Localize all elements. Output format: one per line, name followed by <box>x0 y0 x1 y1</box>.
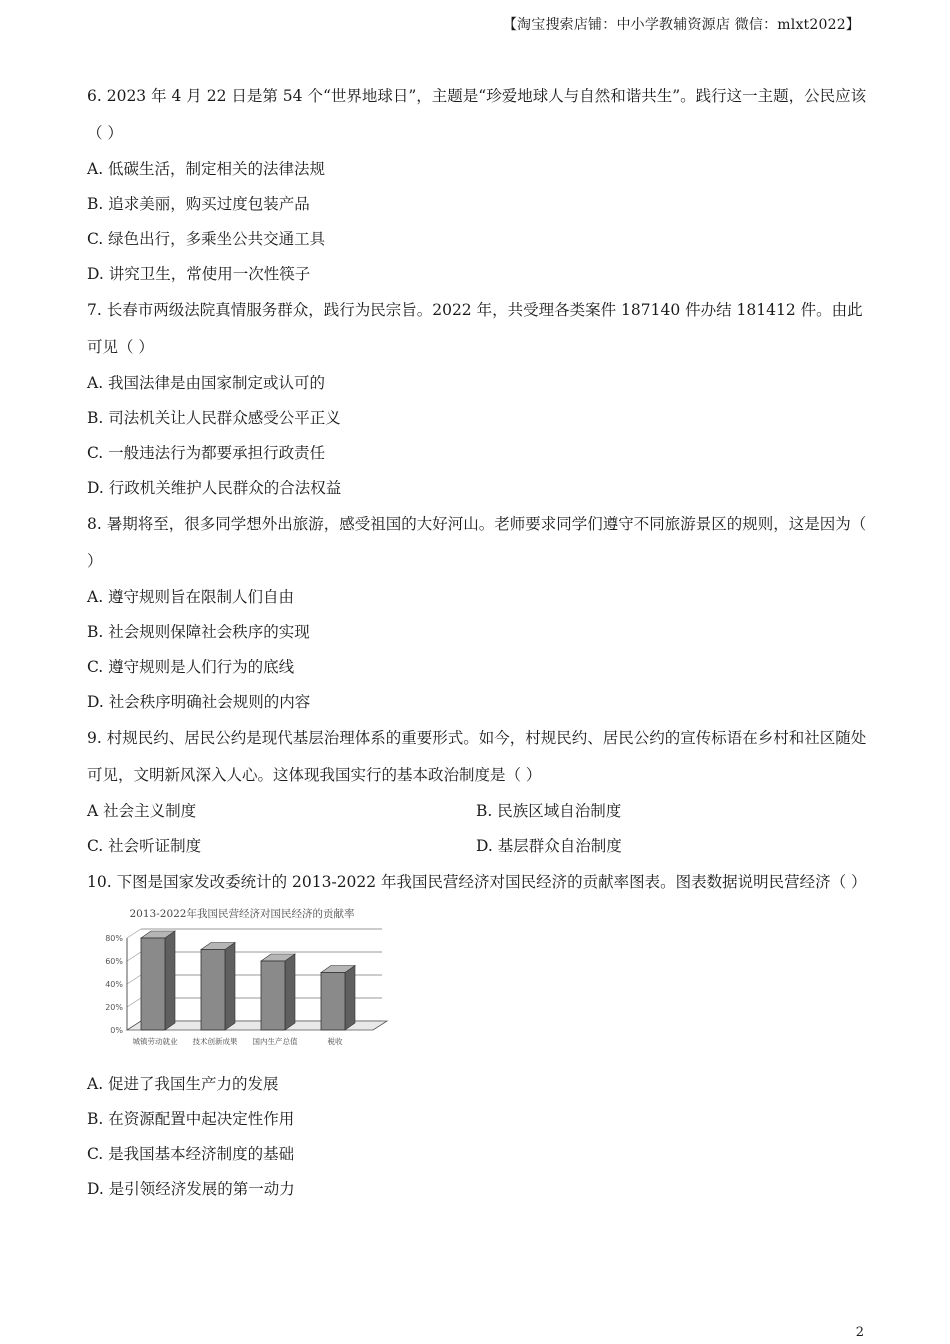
option-c[interactable]: C. 绿色出行，多乘坐公共交通工具 <box>87 230 326 248</box>
bar <box>261 961 285 1030</box>
contribution-chart <box>87 905 397 1055</box>
bar-side <box>165 931 175 1030</box>
option-row <box>87 829 867 864</box>
option-b[interactable]: B. 追求美丽，购买过度包装产品 <box>87 195 310 213</box>
question-9 <box>87 720 867 864</box>
question-stem: 8. 暑期将至，很多同学想外出旅游，感受祖国的大好河山。老师要求同学们遵守不同旅游景区的规则，这是因为（ ） <box>87 515 867 570</box>
x-category-label: 税收 <box>327 1037 343 1046</box>
option-d[interactable]: D. 基层群众自治制度 <box>476 837 622 855</box>
option-a[interactable]: A. 我国法律是由国家制定或认可的 <box>87 374 326 392</box>
option-d[interactable]: D. 行政机关维护人民群众的合法权益 <box>87 479 342 497</box>
question-8 <box>87 506 867 720</box>
bar-side <box>285 954 295 1030</box>
option-c[interactable]: C. 是我国基本经济制度的基础 <box>87 1145 295 1163</box>
gridline-depth <box>127 998 141 1007</box>
bar <box>201 950 225 1031</box>
page-header: 【淘宝搜索店铺：中小学教辅资源店 微信：mlxt2022】 <box>502 17 860 33</box>
option-b[interactable]: B. 司法机关让人民群众感受公平正义 <box>87 409 341 427</box>
gridline-depth <box>127 952 141 961</box>
bar-side <box>225 943 235 1031</box>
gridline-depth <box>127 929 141 938</box>
x-category-label: 城镇劳动就业 <box>132 1037 178 1046</box>
bar <box>321 973 345 1031</box>
y-tick-label: 0% <box>110 1026 123 1035</box>
option-d[interactable]: D. 讲究卫生，常使用一次性筷子 <box>87 265 311 283</box>
question-stem: 9. 村规民约、居民公约是现代基层治理体系的重要形式。如今，村规民约、居民公约的宣传标语在乡村和社区随处可见，文明新风深入人心。这体现我国实行的基本政治制度是（ ） <box>87 729 867 784</box>
option-a[interactable]: A. 遵守规则旨在限制人们自由 <box>87 588 295 606</box>
y-tick-label: 20% <box>105 1003 123 1012</box>
chart-title: 2013-2022年我国民营经济对国民经济的贡献率 <box>129 908 355 920</box>
option-c[interactable]: C. 社会听证制度 <box>87 837 202 855</box>
option-row <box>87 794 867 829</box>
question-10 <box>87 864 867 1207</box>
option-a[interactable]: A. 低碳生活，制定相关的法律法规 <box>87 160 326 178</box>
bar-chart-svg <box>87 905 397 1055</box>
gridline-depth <box>127 975 141 984</box>
question-list <box>87 78 867 1207</box>
option-b[interactable]: B. 民族区域自治制度 <box>476 802 622 820</box>
bar-side <box>345 966 355 1031</box>
x-category-label: 国内生产总值 <box>252 1037 298 1046</box>
option-c[interactable]: C. 一般违法行为都要承担行政责任 <box>87 444 326 462</box>
option-b[interactable]: B. 社会规则保障社会秩序的实现 <box>87 623 310 641</box>
question-6 <box>87 78 867 292</box>
question-stem: 10. 下图是国家发改委统计的 2013-2022 年我国民营经济对国民经济的贡献率图表。图表数据说明民营经济（ ） <box>87 873 867 891</box>
question-7 <box>87 292 867 506</box>
option-a[interactable]: A. 促进了我国生产力的发展 <box>87 1075 279 1093</box>
question-stem: 7. 长春市两级法院真情服务群众，践行为民宗旨。2022 年，共受理各类案件 187140 件办结 181412 件。由此可见（ ） <box>87 301 863 356</box>
y-tick-label: 60% <box>105 957 123 966</box>
option-d[interactable]: D. 是引领经济发展的第一动力 <box>87 1180 295 1198</box>
option-a[interactable]: A 社会主义制度 <box>87 802 197 820</box>
bar <box>141 938 165 1030</box>
option-d[interactable]: D. 社会秩序明确社会规则的内容 <box>87 693 311 711</box>
y-tick-label: 80% <box>105 934 123 943</box>
option-b[interactable]: B. 在资源配置中起决定性作用 <box>87 1110 295 1128</box>
y-tick-label: 40% <box>105 980 123 989</box>
question-stem: 6. 2023 年 4 月 22 日是第 54 个“世界地球日”，主题是“珍爱地球人与自然和谐共生”。践行这一主题，公民应该（ ） <box>87 87 867 142</box>
x-category-label: 技术创新成果 <box>192 1037 238 1046</box>
option-c[interactable]: C. 遵守规则是人们行为的底线 <box>87 658 295 676</box>
page-number: 2 <box>855 1325 864 1340</box>
